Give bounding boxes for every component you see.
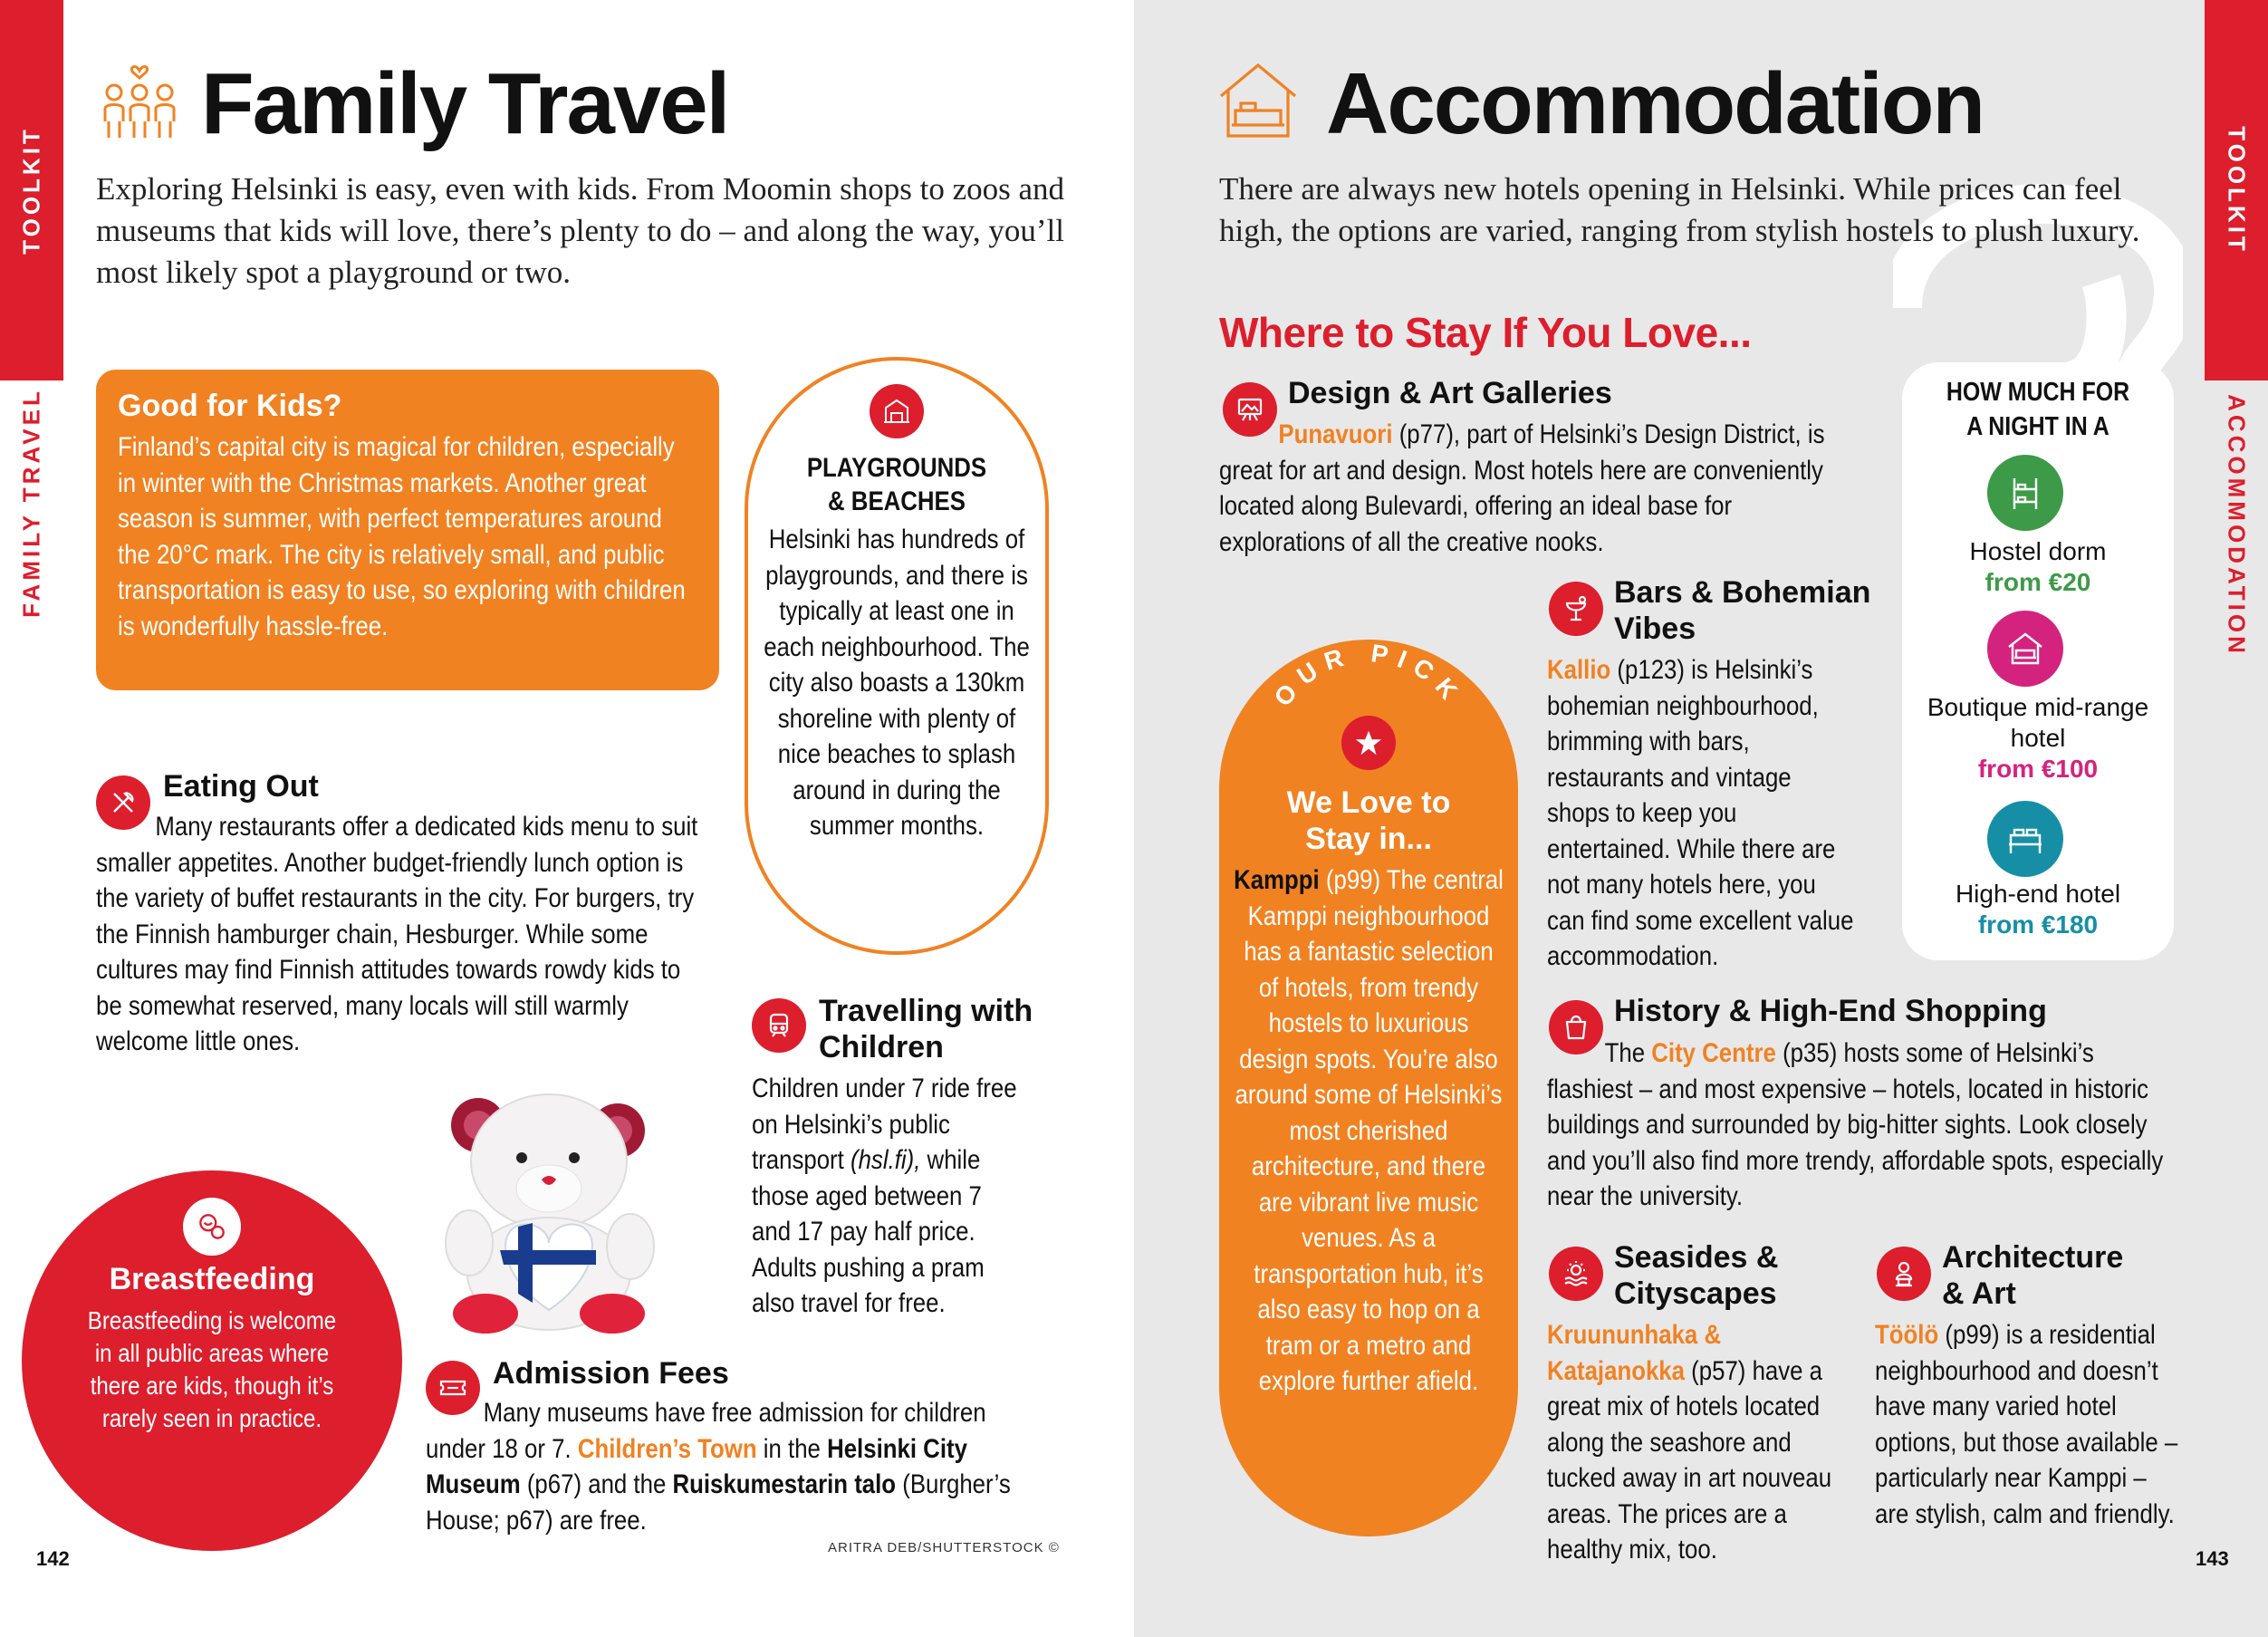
right-side-label: ACCOMMODATION: [2223, 394, 2251, 657]
architecture-heading-1: Architecture: [1942, 1240, 2124, 1275]
left-page-number: 142: [36, 1547, 70, 1570]
good-for-kids-heading: Good for Kids?: [118, 389, 342, 423]
left-intro: Exploring Helsinki is easy, even with kids. From Moomin shops to zoos and museums that kids will love, there’s plenty to do – and along the way, you’ll most likely spot a playground or two.: [96, 171, 1065, 290]
design-heading: Design & Art Galleries: [1288, 376, 1612, 410]
playground-icon: [870, 384, 924, 438]
architecture-text: Töölö (p99) is a residential neighbourhood and doesn’t have many varied hotel options, but those available – particularly near Kamppi – are stylish, calm and friendly.: [1875, 1320, 2178, 1529]
seasides-heading-1: Seasides &: [1614, 1240, 1779, 1275]
price-label-2: High-end hotel: [1955, 880, 2121, 908]
photo-credit: ARITRA DEB/SHUTTERSTOCK ©: [828, 1540, 1060, 1555]
breastfeeding-text: Breastfeeding is welcome in all public areas where there are kids, though it’s rarely seen in practice.: [87, 1306, 337, 1432]
right-toolkit-label: TOOLKIT: [2223, 126, 2251, 255]
seasides-text: Kruununhaka & Katajanokka (p57) have a great mix of hotels located along the seashore and tucked away in art nouveau areas. The prices are a healthy mix, too.: [1547, 1320, 1832, 1565]
price-value-2: from €180: [1977, 910, 2099, 939]
sun-waves-icon: [1549, 1247, 1603, 1301]
admission-heading: Admission Fees: [493, 1356, 729, 1391]
price-value-0: from €20: [1985, 568, 2091, 596]
house-bed-icon: [1987, 611, 2063, 687]
svg-text:OUR PICK: OUR PICK: [1268, 640, 1469, 712]
travelling-heading-1: Travelling with: [819, 994, 1033, 1028]
how-much-heading-2: A NIGHT IN A: [1966, 412, 2109, 441]
how-much-heading-1: HOW MUCH FOR: [1946, 378, 2130, 407]
history-heading: History & High-End Shopping: [1614, 994, 2047, 1028]
bars-heading-1: Bars & Bohemian: [1614, 575, 1871, 610]
design-text: Punavuori (p77), part of Helsinki’s Design District, is great for art and design. Most hotels here are conveniently located along Bulevardi, offering an ideal base for explorations of all the creative nooks.: [1219, 419, 1825, 557]
good-for-kids-box: [96, 370, 719, 690]
double-bed-icon: [1987, 801, 2063, 877]
star-icon: [1341, 716, 1396, 770]
where-to-stay-heading: Where to Stay If You Love...: [1219, 309, 1752, 356]
right-page-title: Accommodation: [1326, 55, 1985, 152]
right-intro: There are always new hotels opening in Helsinki. While prices can feel high, the options are varied, ranging from stylish hostels to plush luxury.: [1219, 171, 2140, 248]
eating-out-text: Many restaurants offer a dedicated kids menu to suit smaller appetites. Another budget-friendly lunch option is the variety of buffet restaurants in the city. For burgers, try the Finnish hamburger chain, Hesburger. While some cultures may find Finnish attitudes towards rowdy kids to be somewhat reserved, many locals will still warmly welcome little ones.: [96, 812, 698, 1056]
right-toolkit-tab: [2205, 0, 2268, 380]
train-icon: [752, 998, 806, 1053]
kruununhaka-link[interactable]: Kruununhaka & Katajanokka: [1547, 1320, 1722, 1386]
good-for-kids-text: Finland’s capital city is magical for children, especially in winter with the Christmas markets. Another great season is summer, with perfect temperatures around the 20°C mark. The city is relatively small, and public transportation is easy to use, so exploring with children is wonderfully hassle-free.: [118, 432, 686, 641]
hsl-link[interactable]: (hsl.fi),: [850, 1145, 921, 1175]
kallio-link[interactable]: Kallio: [1547, 655, 1611, 685]
travelling-text: Children under 7 ride free on Helsinki’s public transport (hsl.fi), while those aged between 7 and 17 pay half price. Adults pushing a pram also travel for free.: [752, 1074, 1017, 1318]
left-side-label: FAMILY TRAVEL: [17, 388, 45, 618]
our-pick-pill: [1219, 640, 1518, 1536]
history-text: The City Centre (p35) hosts some of Helsinki’s flashiest – and most expensive – hotels, located in historic buildings and surrounded by big-hitter sights. Look closely and you’ll also find more trendy, affordable spots, especially near the university.: [1547, 1038, 2164, 1211]
travelling-heading-2: Children: [819, 1030, 944, 1064]
left-toolkit-tab: [0, 0, 63, 380]
right-page-number: 143: [2196, 1547, 2229, 1570]
breastfeeding-circle: [22, 1170, 402, 1551]
eating-out-heading: Eating Out: [163, 769, 319, 804]
playgrounds-text: Helsinki has hundreds of playgrounds, and there is typically at least one in each neighbourhood. The city also boasts a 130km shoreline with plenty of nice beaches to splash around in during the summer months.: [764, 525, 1030, 841]
playgrounds-pill: [745, 357, 1049, 955]
playgrounds-heading-1: PLAYGROUNDS: [806, 453, 987, 483]
seasides-heading-2: Cityscapes: [1614, 1276, 1777, 1311]
city-centre-link[interactable]: City Centre: [1651, 1038, 1776, 1068]
our-pick-text: Kamppi (p99) The central Kamppi neighbourhood has a fantastic selection of hotels, from trendy hostels to luxurious design spots. You’re also around some of Helsinki’s most cherished architecture, and there are vibrant live music venues. As a transportation hub, it’s also easy to hop on a tram or a metro and explore further afield.: [1234, 865, 1504, 1396]
teddy-bear-photo: [440, 1083, 658, 1337]
mother-baby-icon: [183, 1198, 241, 1256]
left-page-title: Family Travel: [201, 55, 729, 152]
left-toolkit-label: TOOLKIT: [17, 126, 45, 255]
breastfeeding-heading: Breastfeeding: [109, 1262, 315, 1296]
cocktail-icon: [1549, 582, 1603, 636]
bust-statue-icon: [1877, 1247, 1931, 1301]
house-bed-title-icon: [1217, 60, 1299, 141]
price-label-0: Hostel dorm: [1969, 537, 2107, 565]
our-pick-heading-2: Stay in...: [1305, 822, 1432, 856]
kamppi-place: Kamppi: [1234, 865, 1320, 895]
price-value-1: from €100: [1977, 755, 2099, 783]
childrens-town-link[interactable]: Children’s Town: [577, 1433, 757, 1464]
bars-heading-2: Vibes: [1614, 611, 1696, 646]
bars-text: Kallio (p123) is Helsinki’s bohemian neighbourhood, brimming with bars, restaurants and vintage shops to keep you entertained. While there are not many hotels here, you can find some excellent value accommodation.: [1547, 655, 1854, 971]
bunk-bed-icon: [1987, 455, 2063, 531]
our-pick-heading-1: We Love to: [1286, 785, 1451, 820]
playgrounds-heading-2: & BEACHES: [828, 486, 966, 516]
price-label-1: Boutique mid-range hotel: [1927, 693, 2149, 752]
toolo-link[interactable]: Töölö: [1875, 1320, 1939, 1350]
admission-text: Many museums have free admission for children under 18 or 7. Children’s Town in the Helsinki City Museum (p67) and the Ruiskumestarin talo (Burgher’s House; p67) are free.: [426, 1398, 1011, 1536]
architecture-heading-2: & Art: [1942, 1276, 2016, 1311]
family-icon: [94, 58, 185, 149]
punavuori-link[interactable]: Punavuori: [1278, 419, 1393, 449]
